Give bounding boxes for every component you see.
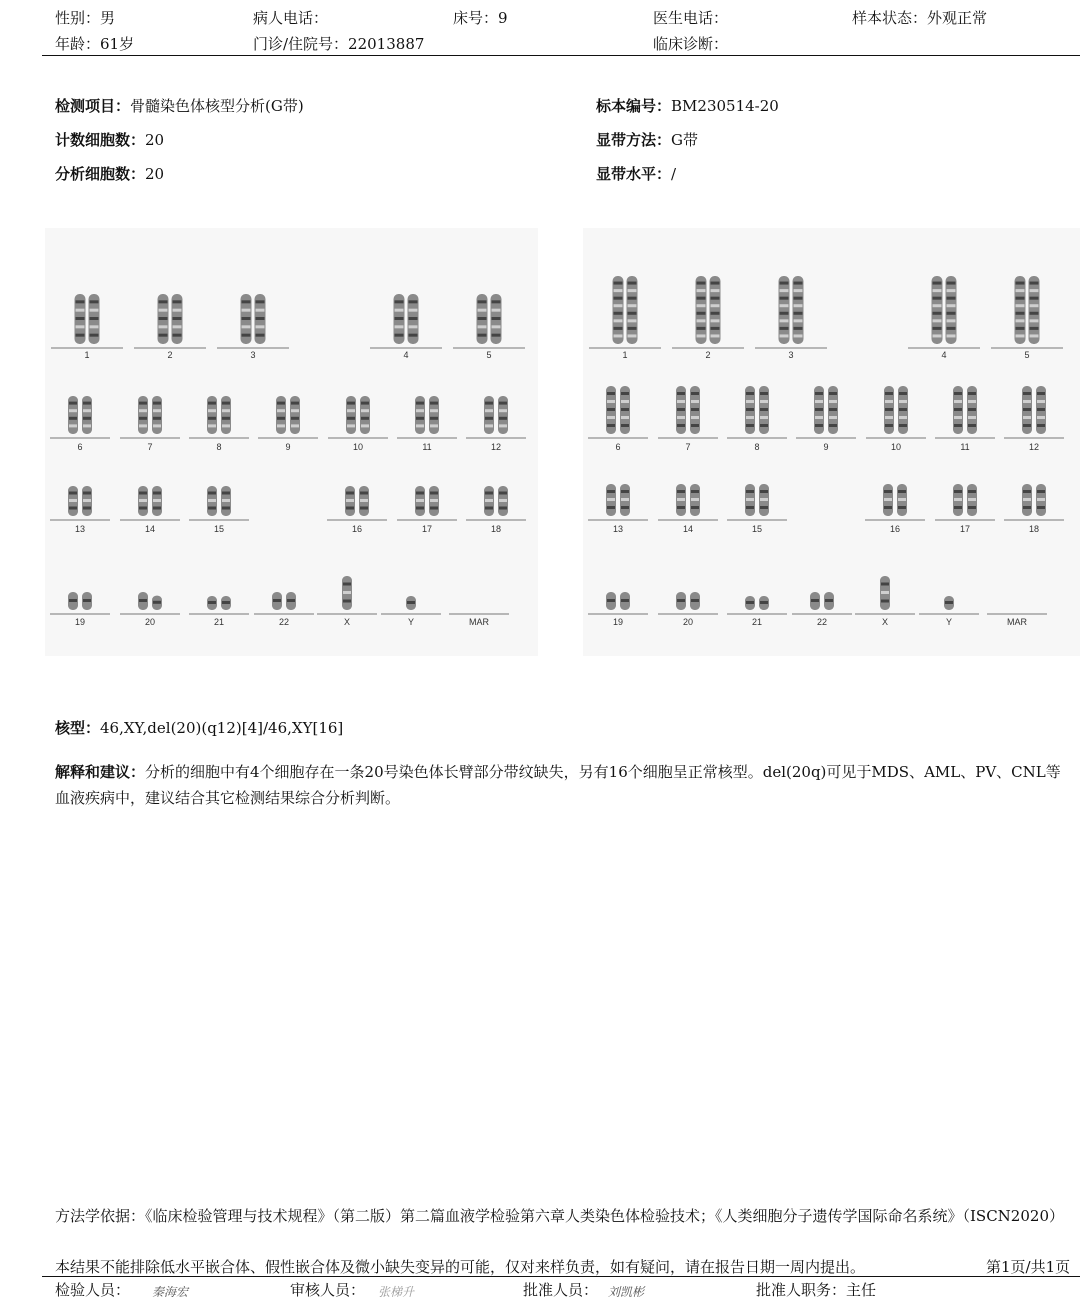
- left-chromosome-18-b: [498, 486, 508, 516]
- left-chromosome-11-b: [429, 396, 439, 434]
- right-chromosome-6-b: [620, 386, 630, 434]
- left-chromosome-1-b: [89, 294, 100, 344]
- right-chromosome-8-b: [759, 386, 769, 434]
- right-label-14: 14: [682, 524, 694, 534]
- right-chromosome-7-a: [676, 386, 686, 434]
- left-label-17: 17: [421, 524, 433, 534]
- left-label-19: 19: [74, 617, 86, 627]
- right-label-21: 21: [751, 617, 763, 627]
- right-label-2: 2: [705, 350, 711, 360]
- approver-title: 批准人职务：主任: [756, 1281, 877, 1299]
- left-chromosome-5-b: [491, 294, 502, 344]
- left-label-21: 21: [213, 617, 225, 627]
- left-chromosome-11-a: [415, 396, 425, 434]
- right-chromosome-2-a: [696, 276, 707, 344]
- test-item-label: 检测项目：: [55, 97, 131, 115]
- left-chromosome-22-b: [286, 592, 296, 610]
- left-chromosome-9-b: [290, 396, 300, 434]
- right-label-6: 6: [615, 442, 621, 452]
- left-label-MAR: MAR: [469, 617, 489, 627]
- right-label-5: 5: [1024, 350, 1030, 360]
- right-label-8: 8: [754, 442, 760, 452]
- left-chromosome-7-b: [152, 396, 162, 434]
- left-chromosome-14-a: [138, 486, 148, 516]
- left-label-2: 2: [167, 350, 173, 360]
- interpretation-text: 分析的细胞中有4个细胞存在一条20号染色体长臂部分带纹缺失，另有16个细胞呈正常核型。del(20q)可见于MDS、AML、PV、CNL等血液疾病中，建议结合其它检测结果综合分析判断。: [55, 763, 1061, 807]
- right-chromosome-22-a: [810, 592, 820, 610]
- left-label-1: 1: [84, 350, 90, 360]
- left-chromosome-4-b: [408, 294, 419, 344]
- right-chromosome-18-b: [1036, 484, 1046, 516]
- left-chromosome-20-b: [152, 596, 162, 610]
- right-chromosome-20-b: [690, 592, 700, 610]
- left-chromosome-2-a: [158, 294, 169, 344]
- right-chromosome-5-a: [1015, 276, 1026, 344]
- right-chromosome-11-b: [967, 386, 977, 434]
- right-chromosome-4-a: [932, 276, 943, 344]
- right-chromosome-2-b: [710, 276, 721, 344]
- right-chromosome-14-b: [690, 484, 700, 516]
- left-label-15: 15: [213, 524, 225, 534]
- right-chromosome-X: [880, 576, 890, 610]
- left-chromosome-Y: [406, 596, 416, 610]
- count-cells-label: 计数细胞数：: [55, 131, 146, 149]
- left-chromosome-13-a: [68, 486, 78, 516]
- approver-label: 批准人员：: [523, 1281, 599, 1299]
- left-chromosome-19-b: [82, 592, 92, 610]
- left-chromosome-3-a: [241, 294, 252, 344]
- left-chromosome-13-b: [82, 486, 92, 516]
- left-chromosome-10-a: [346, 396, 356, 434]
- left-chromosome-3-b: [255, 294, 266, 344]
- banding-level-label: 显带水平：: [596, 165, 672, 183]
- analyzed-cells: [55, 163, 164, 184]
- right-chromosome-17-b: [967, 484, 977, 516]
- left-chromosome-2-b: [172, 294, 183, 344]
- reviewer-signature: 张梯升: [378, 1285, 415, 1299]
- right-chromosome-19-b: [620, 592, 630, 610]
- karyogram-right: [583, 228, 1080, 656]
- left-chromosome-8-b: [221, 396, 231, 434]
- right-chromosome-15-a: [745, 484, 755, 516]
- sample-status: 样本状态：外观正常: [852, 9, 988, 27]
- left-label-X: X: [343, 617, 351, 627]
- right-chromosome-12-b: [1036, 386, 1046, 434]
- specimen-id-label: 标本编号：: [596, 97, 672, 115]
- left-chromosome-1-a: [75, 294, 86, 344]
- doctor-phone: 医生电话：: [653, 9, 729, 27]
- right-label-17: 17: [959, 524, 971, 534]
- left-chromosome-15-b: [221, 486, 231, 516]
- karyogram-left-image: [45, 228, 538, 656]
- specimen-id-value: BM230514-20: [671, 97, 779, 115]
- right-label-3: 3: [788, 350, 794, 360]
- right-chromosome-20-a: [676, 592, 686, 610]
- left-chromosome-17-a: [415, 486, 425, 516]
- left-chromosome-18-a: [484, 486, 494, 516]
- right-chromosome-10-b: [898, 386, 908, 434]
- left-chromosome-X: [342, 576, 352, 610]
- count-cells-value: 20: [145, 131, 165, 149]
- right-chromosome-21-b: [759, 596, 769, 610]
- footer-divider: [42, 1276, 1080, 1277]
- karyotype-label: 核型：: [55, 719, 101, 737]
- banding-level: [596, 163, 676, 184]
- specimen-id: [596, 95, 779, 116]
- banding-level-value: /: [671, 165, 677, 183]
- left-chromosome-14-b: [152, 486, 162, 516]
- left-chromosome-9-a: [276, 396, 286, 434]
- right-label-7: 7: [685, 442, 691, 452]
- left-chromosome-15-a: [207, 486, 217, 516]
- clinical-diagnosis: 临床诊断：: [653, 35, 729, 53]
- tester-label: 检验人员：: [55, 1281, 131, 1299]
- right-label-1: 1: [622, 350, 628, 360]
- left-label-8: 8: [216, 442, 222, 452]
- left-chromosome-8-a: [207, 396, 217, 434]
- banding-method-value: G带: [671, 131, 698, 149]
- right-label-20: 20: [682, 617, 694, 627]
- left-chromosome-16-a: [345, 486, 355, 516]
- right-chromosome-13-b: [620, 484, 630, 516]
- left-chromosome-19-a: [68, 592, 78, 610]
- right-label-10: 10: [890, 442, 902, 452]
- right-chromosome-Y: [944, 596, 954, 610]
- banding-method: [596, 129, 698, 150]
- right-chromosome-9-b: [828, 386, 838, 434]
- left-chromosome-5-a: [477, 294, 488, 344]
- test-item: [55, 95, 304, 116]
- left-label-7: 7: [147, 442, 153, 452]
- right-chromosome-14-a: [676, 484, 686, 516]
- interpretation-label: 解释和建议：: [55, 763, 146, 781]
- right-label-9: 9: [823, 442, 829, 452]
- left-chromosome-17-b: [429, 486, 439, 516]
- interpretation: [55, 759, 1065, 811]
- right-chromosome-11-a: [953, 386, 963, 434]
- left-label-3: 3: [250, 350, 256, 360]
- right-chromosome-16-a: [883, 484, 893, 516]
- right-label-13: 13: [612, 524, 624, 534]
- left-label-4: 4: [403, 350, 409, 360]
- right-chromosome-1-a: [613, 276, 624, 344]
- right-chromosome-19-a: [606, 592, 616, 610]
- left-chromosome-4-a: [394, 294, 405, 344]
- right-chromosome-22-b: [824, 592, 834, 610]
- clinic-number: 门诊/住院号：22013887: [253, 35, 425, 53]
- reviewer-label: 审核人员：: [290, 1281, 366, 1299]
- right-label-15: 15: [751, 524, 763, 534]
- right-chromosome-6-a: [606, 386, 616, 434]
- right-chromosome-8-a: [745, 386, 755, 434]
- left-chromosome-6-b: [82, 396, 92, 434]
- approver-signature: 刘凯彬: [608, 1285, 645, 1299]
- left-chromosome-6-a: [68, 396, 78, 434]
- right-label-22: 22: [816, 617, 828, 627]
- banding-method-label: 显带方法：: [596, 131, 672, 149]
- patient-age: 年龄：61岁: [55, 35, 135, 53]
- right-chromosome-13-a: [606, 484, 616, 516]
- left-label-22: 22: [278, 617, 290, 627]
- right-chromosome-17-a: [953, 484, 963, 516]
- left-chromosome-12-a: [484, 396, 494, 434]
- right-chromosome-9-a: [814, 386, 824, 434]
- left-label-18: 18: [490, 524, 502, 534]
- patient-phone: 病人电话：: [253, 9, 329, 27]
- left-chromosome-21-a: [207, 596, 217, 610]
- left-chromosome-22-a: [272, 592, 282, 610]
- left-label-11: 11: [422, 442, 432, 452]
- analyzed-cells-label: 分析细胞数：: [55, 165, 146, 183]
- count-cells: [55, 129, 164, 150]
- left-chromosome-16-b: [359, 486, 369, 516]
- karyogram-right-image: [583, 228, 1080, 656]
- left-label-6: 6: [77, 442, 83, 452]
- karyogram-left: [45, 228, 538, 656]
- right-chromosome-4-b: [946, 276, 957, 344]
- right-chromosome-5-b: [1029, 276, 1040, 344]
- left-label-12: 12: [490, 442, 502, 452]
- karyotype-value: 46,XY,del(20)(q12)[4]/46,XY[16]: [100, 719, 344, 737]
- right-label-18: 18: [1028, 524, 1040, 534]
- right-label-X: X: [881, 617, 889, 627]
- left-chromosome-12-b: [498, 396, 508, 434]
- left-label-20: 20: [144, 617, 156, 627]
- right-label-16: 16: [889, 524, 901, 534]
- left-label-13: 13: [74, 524, 86, 534]
- patient-gender: 性别：男: [55, 9, 116, 27]
- right-chromosome-15-b: [759, 484, 769, 516]
- disclaimer: 本结果不能排除低水平嵌合体、假性嵌合体及微小缺失变异的可能，仅对来样负责，如有疑问，请在报告日期一周内提出。: [55, 1258, 866, 1276]
- right-chromosome-10-a: [884, 386, 894, 434]
- right-label-Y: Y: [945, 617, 953, 627]
- right-label-19: 19: [612, 617, 624, 627]
- right-chromosome-16-b: [897, 484, 907, 516]
- right-chromosome-3-a: [779, 276, 790, 344]
- karyotype-result: [55, 717, 343, 738]
- tester-signature: 秦海宏: [152, 1285, 189, 1299]
- left-label-5: 5: [486, 350, 492, 360]
- test-item-value: 骨髓染色体核型分析(G带): [130, 97, 304, 115]
- header-divider: [42, 55, 1080, 56]
- left-label-9: 9: [285, 442, 291, 452]
- right-label-MAR: MAR: [1007, 617, 1027, 627]
- right-chromosome-1-b: [627, 276, 638, 344]
- right-chromosome-18-a: [1022, 484, 1032, 516]
- left-chromosome-7-a: [138, 396, 148, 434]
- methodology-note: 方法学依据：《临床检验管理与技术规程》（第二版）第二篇血液学检验第六章人类染色体检验技术；《人类细胞分子遗传学国际命名系统》（ISCN2020）: [55, 1207, 1064, 1225]
- right-chromosome-7-b: [690, 386, 700, 434]
- left-chromosome-10-b: [360, 396, 370, 434]
- right-label-12: 12: [1028, 442, 1040, 452]
- left-chromosome-21-b: [221, 596, 231, 610]
- right-label-11: 11: [960, 442, 970, 452]
- right-chromosome-12-a: [1022, 386, 1032, 434]
- right-chromosome-21-a: [745, 596, 755, 610]
- left-chromosome-20-a: [138, 592, 148, 610]
- left-label-14: 14: [144, 524, 156, 534]
- right-chromosome-3-b: [793, 276, 804, 344]
- left-label-10: 10: [352, 442, 364, 452]
- left-label-16: 16: [351, 524, 363, 534]
- left-label-Y: Y: [407, 617, 415, 627]
- page-number: 第1页/共1页: [986, 1258, 1071, 1276]
- bed-number: 床号：9: [453, 9, 508, 27]
- analyzed-cells-value: 20: [145, 165, 165, 183]
- right-label-4: 4: [941, 350, 947, 360]
